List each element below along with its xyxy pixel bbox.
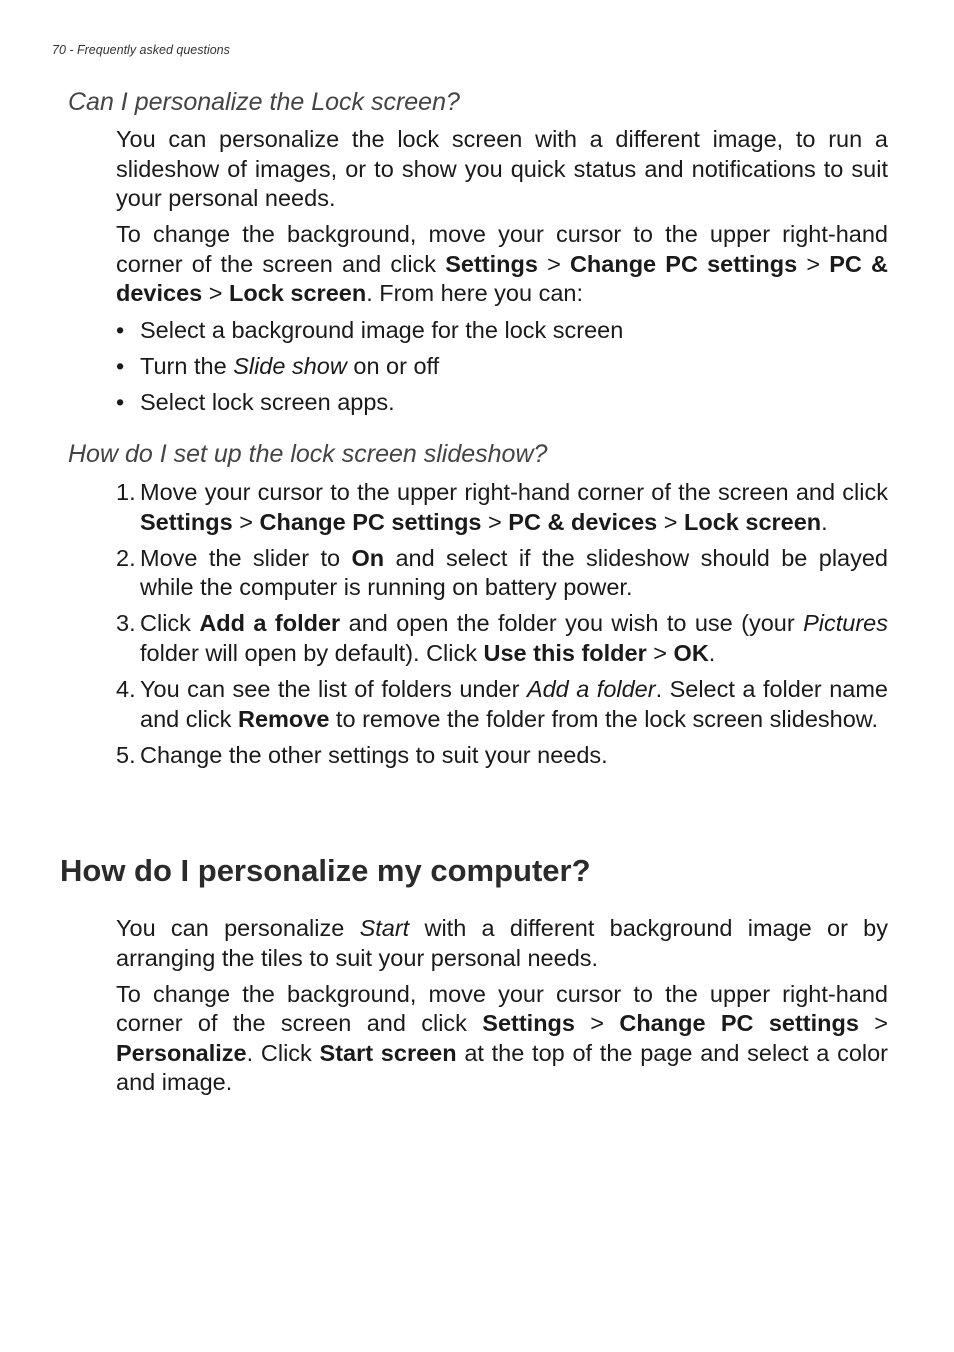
paragraph-change-start-background: To change the background, move your cursor to the upper right-hand corner of the screen and click Settings > Change PC settings > Personalize. Click Start screen at the top of the page and select a color and image. bbox=[116, 980, 888, 1096]
running-header: 70 - Frequently asked questions bbox=[52, 43, 230, 57]
paragraph-personalize-start: You can personalize Start with a different background image or by arranging the tiles to suit your personal needs. bbox=[116, 915, 888, 971]
ui-term-change-pc-settings: Change PC settings bbox=[569, 250, 798, 277]
step-number: 5. bbox=[116, 741, 136, 768]
section-body-lock-screen bbox=[116, 125, 888, 417]
ui-term-lock-screen: Lock screen bbox=[229, 280, 367, 307]
bullet-mark: • bbox=[116, 388, 125, 415]
step-number: 4. bbox=[116, 676, 136, 703]
numbered-step: 5. Change the other settings to suit your needs. bbox=[116, 741, 888, 771]
numbered-step: 4. You can see the list of folders under Add a folder. Select a folder name and click Remove to remove the folder from the lock screen slideshow. bbox=[116, 675, 888, 734]
numbered-step: 2. Move the slider to On and select if the slideshow should be played while the computer is running on battery power. bbox=[116, 544, 888, 603]
step-number: 1. bbox=[116, 479, 136, 505]
main-heading-personalize: How do I personalize my computer? bbox=[60, 853, 591, 888]
section-body-personalize bbox=[116, 914, 888, 1098]
list-item: • Turn the Slide show on or off bbox=[116, 352, 888, 382]
step-number: 2. bbox=[116, 544, 136, 571]
step-number: 3. bbox=[116, 610, 136, 637]
section-heading-slideshow: How do I set up the lock screen slideshow? bbox=[68, 440, 548, 468]
list-item: • Select lock screen apps. bbox=[116, 388, 888, 418]
numbered-step: 1. Move your cursor to the upper right-hand corner of the screen and click Settings > Change PC settings > PC & devices > Lock screen. bbox=[116, 478, 888, 537]
bullet-mark: • bbox=[116, 352, 125, 379]
ui-term-pc-devices: PC & devices bbox=[116, 250, 888, 307]
ui-term-settings: Settings bbox=[445, 250, 538, 277]
section-heading-lock-screen: Can I personalize the Lock screen? bbox=[68, 88, 460, 116]
paragraph-intro: You can personalize the lock screen with a different image, to run a slideshow of images, or to show you quick status and notifications to suit your personal needs. bbox=[116, 126, 888, 212]
numbered-step: 3. Click Add a folder and open the folder you wish to use (your Pictures folder will open by default). Click Use this folder > OK. bbox=[116, 609, 888, 668]
paragraph-change-background: To change the background, move your cursor to the upper right-hand corner of the screen and click Settings > Change PC settings > PC & devices > Lock screen. From here you can: bbox=[116, 221, 888, 307]
bullet-mark: • bbox=[116, 316, 125, 343]
list-item: • Select a background image for the lock screen bbox=[116, 316, 888, 346]
section-body-slideshow bbox=[116, 478, 888, 770]
